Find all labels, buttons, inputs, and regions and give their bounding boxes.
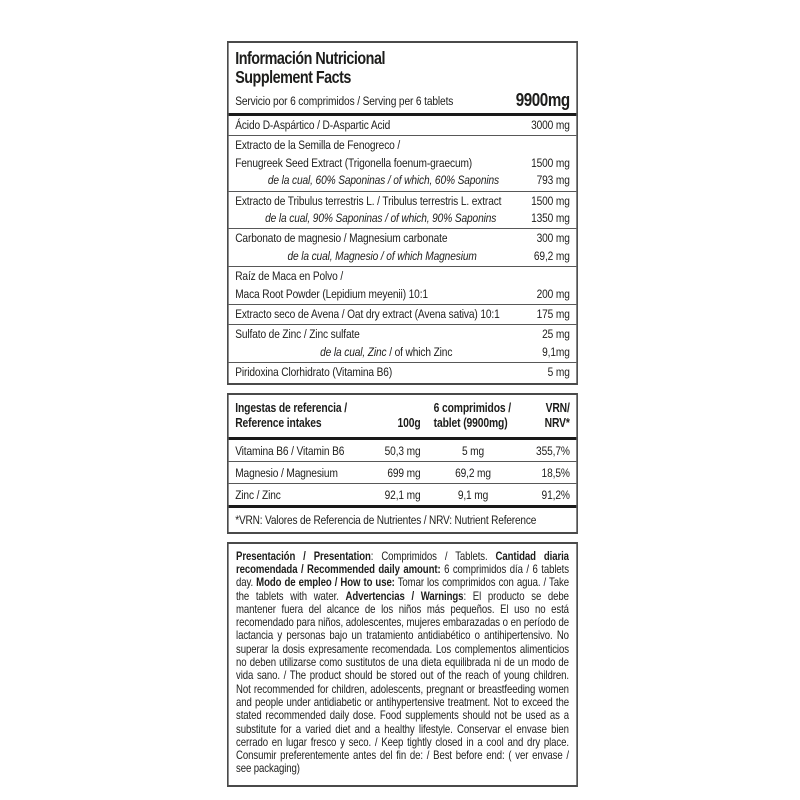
usage-heading: Presentación / Presentation <box>236 549 371 563</box>
nutrient-row <box>229 324 577 362</box>
nutrient-name <box>235 286 531 303</box>
nutrient-row <box>229 362 577 382</box>
nutrient-line <box>235 326 570 343</box>
nutrient-amount: 793 mg <box>536 173 570 188</box>
nutrient-line <box>235 286 570 303</box>
header-reference-line2: Reference intakes <box>235 416 322 431</box>
serving-amount: 9900mg <box>515 89 570 110</box>
nutrient-name <box>235 137 570 154</box>
nutrient-amount: 1350 mg <box>531 211 570 226</box>
reference-intakes-panel <box>227 393 578 534</box>
nutrient-row <box>229 116 577 135</box>
usage-heading: Advertencias / Warnings <box>345 589 464 603</box>
reference-per-serving: 5 mg <box>461 443 485 458</box>
nutrient-line <box>235 193 570 210</box>
nutrient-name <box>235 155 526 172</box>
nutrient-row <box>229 228 577 266</box>
reference-nutrient: Zinc / Zinc <box>235 487 281 502</box>
nutrient-name <box>235 210 526 227</box>
reference-per-serving: 9,1 mg <box>457 487 489 502</box>
supplement-facts-panel <box>227 41 578 385</box>
header-reference-intakes <box>235 401 368 432</box>
supplement-facts-header <box>229 43 577 86</box>
reference-nutrient: Vitamina B6 / Vitamin B6 <box>235 443 345 458</box>
reference-row <box>229 440 577 461</box>
usage-body: : Comprimidos / Tablets. <box>370 549 496 563</box>
usage-body: 6 comprimidos día / 6 tablets day. <box>236 562 569 590</box>
nutrient-rows <box>229 113 577 383</box>
header-per-tablets-line1: 6 comprimidos / <box>433 400 511 415</box>
title-en: Supplement Facts <box>235 66 351 87</box>
nutrient-name-segment: Extracto seco de Avena / Oat dry extract (Avena sativa) 10:1 <box>235 307 500 322</box>
nutrient-name-segment: Extracto de la Semilla de Fenogreco / <box>235 138 401 153</box>
reference-per-100g: 50,3 mg <box>384 443 421 458</box>
reference-nutrient: Magnesio / Magnesium <box>235 465 338 480</box>
header-vrn-line2: NRV* <box>544 416 570 431</box>
reference-nrv: 91,2% <box>541 487 570 502</box>
nutrient-name <box>235 268 570 285</box>
nutrient-name-segment: de la cual, Zinc <box>320 344 387 359</box>
nutrient-name-segment: Sulfato de Zinc / Zinc sulfate <box>235 327 360 342</box>
nutrient-line <box>235 172 570 189</box>
nutrient-line <box>235 210 570 227</box>
nutrient-name <box>235 344 537 361</box>
nutrient-name <box>235 248 529 265</box>
nutrient-amount: 300 mg <box>536 231 570 246</box>
reference-table-header <box>229 395 577 440</box>
header-per-tablets-line2: tablet (9900mg) <box>433 416 508 431</box>
nutrient-row <box>229 135 577 190</box>
nutrient-name-segment: Carbonato de magnesio / Magnesium carbonate <box>235 231 448 246</box>
nutrient-line <box>235 306 570 323</box>
nutrient-name <box>235 117 526 134</box>
header-100g: 100g <box>397 416 421 431</box>
nutrient-amount: 25 mg <box>542 327 570 342</box>
nutrient-amount: 9,1mg <box>542 344 570 359</box>
header-per-tablets <box>421 401 526 432</box>
nutrient-amount: 69,2 mg <box>533 248 570 263</box>
header-vrn-nrv <box>525 401 569 432</box>
nutrient-name-segment: Fenugreek Seed Extract (Trigonella foenum-graecum) <box>235 155 473 170</box>
nutrient-name-segment: Piridoxina Clorhidrato (Vitamina B6) <box>235 365 393 380</box>
serving-label: Servicio por 6 comprimidos / Serving per 6 tablets <box>235 94 454 108</box>
header-vrn-line1: VRN/ <box>545 400 570 415</box>
nutrient-name-segment: Ácido D-Aspártico / D-Aspartic Acid <box>235 118 391 132</box>
reference-row <box>229 461 577 483</box>
usage-body: Tomar los comprimidos con agua. / Take the tablets with water. <box>236 576 569 603</box>
nutrient-name-segment: Extracto de Tribulus terrestris L. / Tribulus terrestris L. extract <box>235 193 502 208</box>
nutrient-amount: 1500 mg <box>531 155 570 170</box>
usage-body: : El producto se debe mantener fuera del alcance de los niños más pequeños. El uso no está recomendado para niños, adolescentes, mujeres embarazadas o en período de lactancia y personas bajo un tratamiento antidiabético o antihipertensivo. No superar la dosis expresamente recomendada. Los complementos alimenticios no deben utilizarse como sustitutos de una dieta equilibrada ni de un modo de vida sano. / The product should be stored out of the reach of young children. Not recommended for children, adolescents, pregnant or breastfeeding women and people under antidiabetic or antihypertensive treatment. Not to exceed the stated recommended daily dose. Food supplements should not be used as a substitute for a varied diet and a healthy lifestyle. Conservar el envase bien cerrado en lugar fresco y seco. / Keep tightly closed in a cool and dry place. Consumir preferentemente antes del fin de: / Best before end: ( ver envase / see packaging) <box>236 589 569 776</box>
nutrient-amount: 175 mg <box>536 307 570 322</box>
nutrient-amount: 5 mg <box>547 365 570 380</box>
reference-per-100g: 699 mg <box>387 465 421 480</box>
nutrient-line <box>235 137 570 154</box>
reference-footnote: *VRN: Valores de Referencia de Nutrientes / NRV: Nutrient Reference <box>229 505 577 532</box>
nutrition-label <box>227 41 578 787</box>
nutrient-line <box>235 364 570 381</box>
reference-per-100g: 92,1 mg <box>384 487 421 502</box>
nutrient-line <box>235 230 570 247</box>
title-es: Información Nutricional <box>235 48 385 68</box>
nutrient-name-segment: Maca Root Powder (Lepidium meyenii) 10:1 <box>235 286 428 301</box>
nutrient-amount: 3000 mg <box>531 118 570 132</box>
nutrient-line <box>235 248 570 265</box>
usage-text <box>229 544 577 785</box>
reference-nrv: 18,5% <box>541 465 570 480</box>
nutrient-row <box>229 191 577 229</box>
nutrient-name <box>235 364 543 381</box>
usage-heading: Modo de empleo / How to use: <box>256 576 395 590</box>
nutrient-name-segment: de la cual, 90% Saponinas / of which, 90% Saponins <box>265 211 497 226</box>
reference-rows <box>229 440 577 505</box>
reference-nrv: 355,7% <box>536 443 570 458</box>
header-reference-line1: Ingestas de referencia / <box>235 400 348 415</box>
nutrient-name <box>235 230 531 247</box>
nutrient-line <box>235 117 570 134</box>
nutrient-row <box>229 266 577 304</box>
nutrient-name <box>235 172 531 189</box>
usage-heading: Cantidad diaria recomendada / Recommended daily amount: <box>236 549 569 576</box>
nutrient-amount: 200 mg <box>536 286 570 301</box>
reference-row <box>229 483 577 505</box>
serving-row <box>229 86 577 113</box>
nutrient-name-segment: de la cual, Magnesio / of which Magnesium <box>287 248 477 263</box>
nutrient-name <box>235 306 531 323</box>
nutrient-name <box>235 193 526 210</box>
nutrient-line <box>235 268 570 285</box>
nutrient-name-segment: / of which Zinc <box>386 344 453 359</box>
nutrient-row <box>229 304 577 324</box>
usage-warnings-panel <box>227 542 578 787</box>
nutrient-name-segment: Raíz de Maca en Polvo / <box>235 269 344 284</box>
nutrient-line <box>235 155 570 172</box>
nutrient-name <box>235 326 537 343</box>
nutrient-name-segment: de la cual, 60% Saponinas / of which, 60% Saponins <box>267 173 499 188</box>
nutrient-line <box>235 344 570 361</box>
reference-per-serving: 69,2 mg <box>455 465 491 480</box>
nutrient-amount: 1500 mg <box>531 193 570 208</box>
